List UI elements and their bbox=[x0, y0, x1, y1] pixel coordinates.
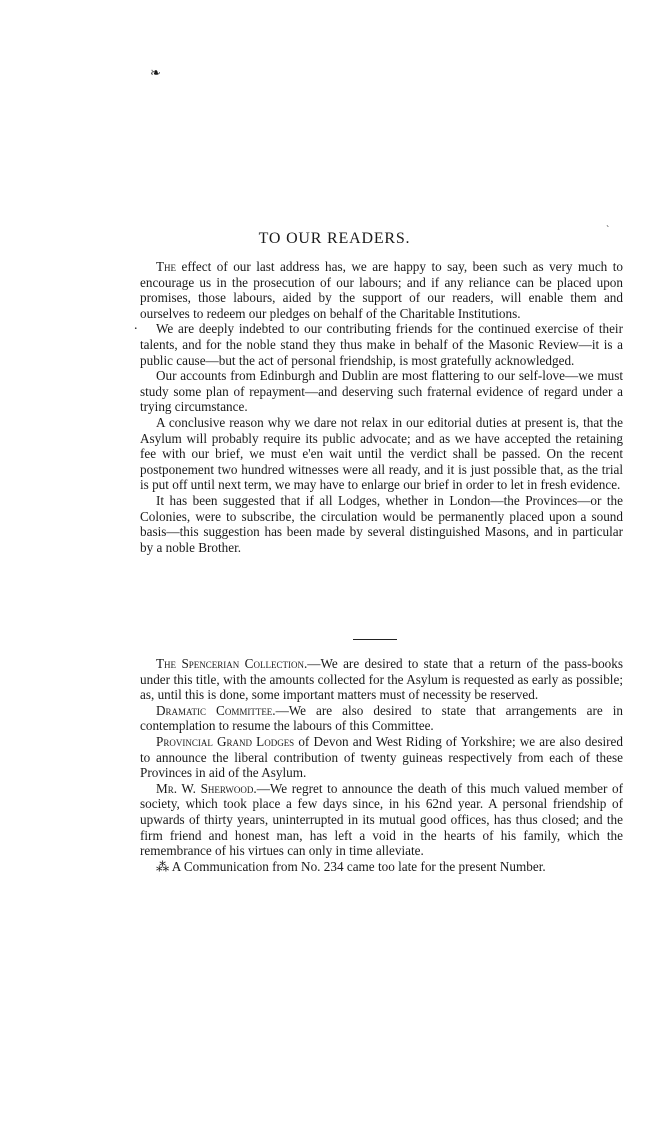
notice-heading: Dramatic Committee. bbox=[156, 702, 276, 718]
corner-ornament: ❧ bbox=[150, 65, 161, 80]
paragraph-text: We are deeply indebted to our contributing friends for the continued exercise of their talents, and for the noble stand they thus make in behalf of the Masonic Review—it is a public cause—but the act of personal friendship, is most gratefully acknowledged. bbox=[140, 321, 623, 368]
paragraph bbox=[140, 368, 623, 415]
paragraph-text: Our accounts from Edinburgh and Dublin are most flattering to our self-love—we must study some plan of repayment—and deserving such fraternal evidence of regard under a trying circumstance. bbox=[140, 368, 623, 415]
notice-text: —We regret to announce the death of this much valued member of society, which took place a few days since, in his 62nd year. A personal friendship of upwards of thirty years, uninterrupted in its mutual good offices, has thus closed; and the firm friend and honest man, has left a void in the hearts of his family, which the remembrance of his virtues can only in time alleviate. bbox=[140, 780, 623, 859]
asterism: ⁂ bbox=[156, 858, 170, 874]
notice-heading: The Spencerian Collection. bbox=[156, 656, 308, 671]
notice-text: —We are also desired to state that arrangements are in contemplation to resume the labours of this Committee. bbox=[140, 702, 623, 734]
paragraph bbox=[140, 321, 623, 368]
paragraph bbox=[140, 493, 623, 555]
notice bbox=[140, 781, 623, 859]
notice-text: A Communication from No. 234 came too late for the present Number. bbox=[169, 858, 546, 874]
paragraph-text: It has been suggested that if all Lodges, whether in London—the Provinces—or the Colonies, were to subscribe, the circulation would be permanently placed upon a sound basis—this suggestion has been made by several distinguished Masons, and in particular by a noble Brother. bbox=[140, 492, 623, 555]
notice bbox=[140, 656, 623, 703]
margin-dot: . bbox=[134, 318, 138, 333]
paragraph-text: A conclusive reason why we dare not relax in our editorial duties at present is, that the Asylum will probably require its public advocate; and as we have accepted the retaining fee with our brief, we must e'en wait until the verdict shall be passed. On the recent postponement two hundred witnesses were all ready, and it is just possible that, as the trial is put off until next term, we may have to enlarge our brief in order to let in fresh evidence. bbox=[140, 414, 623, 493]
paragraph-text: effect of our last address has, we are happy to say, been such as very much to encourage us in the prosecution of our labours; and if any reliance can be placed upon promises, those labours, aided by the support of our readers, will enable them and ourselves to redeem our pledges on behalf of the Charitable Institutions. bbox=[140, 259, 623, 321]
notice-text: of Devon and West Riding of Yorkshire; we are also desired to announce the liberal contribution of twenty guineas respectively from each of these Provinces in aid of the Asylum. bbox=[140, 733, 624, 781]
notice-text: —We are desired to state that a return of the pass-books under this title, with the amounts collected for the Asylum is requested as early as possible; as, until this is done, some important matters must of necessity be reserved. bbox=[140, 656, 623, 703]
margin-tick: ˋ bbox=[606, 225, 610, 236]
notice bbox=[140, 703, 623, 734]
paragraph-lead: The bbox=[156, 259, 177, 274]
section-divider bbox=[353, 639, 397, 640]
paragraph bbox=[140, 259, 623, 321]
readers-address bbox=[140, 259, 623, 555]
notice bbox=[140, 734, 623, 781]
notice bbox=[140, 859, 623, 875]
notice-heading: Provincial Grand Lodges bbox=[156, 733, 295, 749]
notices bbox=[140, 656, 623, 874]
notice-heading: Mr. W. Sherwood. bbox=[156, 780, 257, 796]
paragraph bbox=[140, 415, 623, 493]
page-title: TO OUR READERS. bbox=[258, 230, 411, 247]
